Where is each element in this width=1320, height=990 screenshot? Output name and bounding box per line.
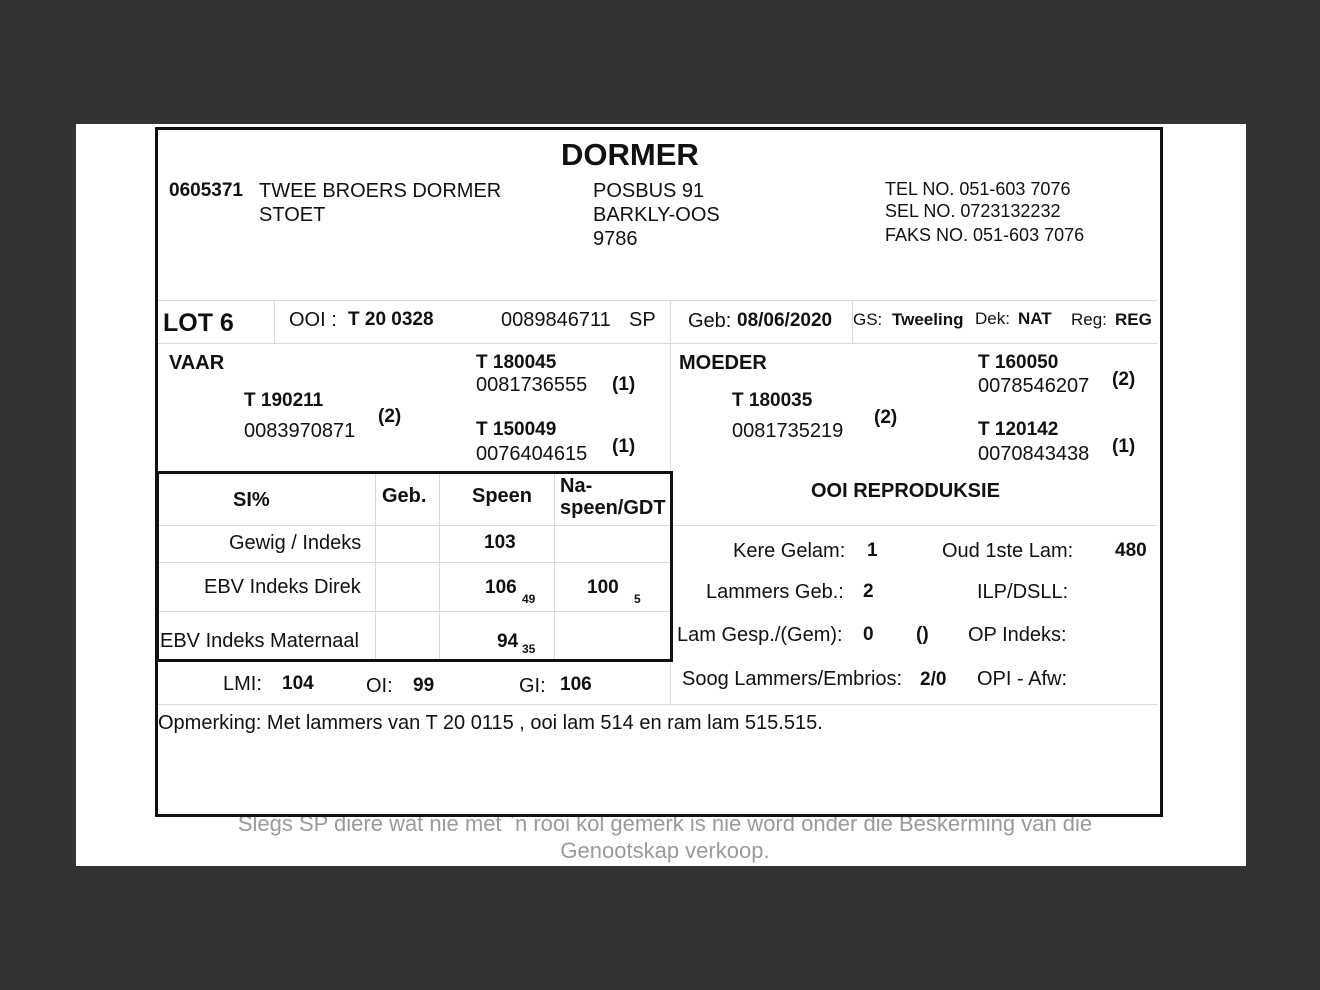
oi-label: OI: <box>366 675 393 697</box>
sire-label: VAAR <box>169 352 225 374</box>
sel-number: SEL NO. 0723132232 <box>885 201 1061 221</box>
notice-line-1: Slegs SP diere wat nie met `n rooi kol gemerk is nie word onder die Beskerming van die <box>237 811 1093 836</box>
remark: Opmerking: Met lammers van T 20 0115 , ooi lam 514 en ram lam 515.515. <box>158 712 823 734</box>
divider-header <box>158 300 1157 301</box>
si-row1-speen: 103 <box>484 532 516 553</box>
lot-number: LOT 6 <box>163 309 234 337</box>
tel-number: TEL NO. 051-603 7076 <box>885 179 1071 199</box>
si-row-divider-3 <box>159 611 670 612</box>
birth-date: 08/06/2020 <box>737 310 833 331</box>
si-row2-speen-count: 49 <box>522 592 536 606</box>
si-row2-speen: 106 <box>485 577 517 598</box>
si-row3-speen: 94 <box>497 631 519 652</box>
sp-marker: SP <box>629 309 656 331</box>
kere-gelam-value: 1 <box>867 540 878 561</box>
stud-name-line-1: TWEE BROERS DORMER <box>259 180 502 202</box>
animal-id: T 20 0328 <box>348 309 434 330</box>
dam-sire-count: (2) <box>1112 369 1136 390</box>
sire-dam-count: (1) <box>612 436 636 457</box>
si-col-divider-3 <box>554 474 555 659</box>
sire-dam-number: 0076404615 <box>476 443 588 465</box>
sire-number: 0083970871 <box>244 420 356 442</box>
stud-name-line-2: STOET <box>259 204 326 226</box>
gi-value: 106 <box>560 674 592 695</box>
address-line-2: BARKLY-OOS <box>593 204 720 226</box>
gi-label: GI: <box>519 675 546 697</box>
dam-dam-id: T 120142 <box>978 419 1059 440</box>
notice-text <box>160 810 1170 864</box>
opi-afw-label: OPI - Afw: <box>977 668 1068 690</box>
op-indeks-label: OP Indeks: <box>968 624 1067 646</box>
si-row2-naspeen-count: 5 <box>634 592 641 606</box>
address-line-1: POSBUS 91 <box>593 180 705 202</box>
sire-sire-count: (1) <box>612 374 636 395</box>
dek-label: Dek: <box>975 309 1010 328</box>
registration-number: 0089846711 <box>501 309 611 331</box>
dam-sire-number: 0078546207 <box>978 375 1090 397</box>
oud-lam-label: Oud 1ste Lam: <box>942 540 1074 562</box>
ilp-dsll-label: ILP/DSLL: <box>977 581 1069 603</box>
dam-dam-number: 0070843438 <box>978 443 1090 465</box>
gs-label: GS: <box>853 310 883 329</box>
breed-title: DORMER <box>561 137 699 172</box>
address-line-3: 9786 <box>593 228 638 250</box>
sire-id: T 190211 <box>244 390 324 411</box>
gs-value: Tweeling <box>892 310 964 329</box>
si-row-divider-1 <box>159 525 670 526</box>
oud-lam-value: 480 <box>1115 540 1147 561</box>
sire-sire-id: T 180045 <box>476 352 557 373</box>
kere-gelam-label: Kere Gelam: <box>733 540 846 562</box>
sire-count: (2) <box>378 406 402 427</box>
lammers-geb-label: Lammers Geb.: <box>706 581 844 603</box>
birth-label: Geb: <box>688 310 732 332</box>
soog-lammers-label: Soog Lammers/Embrios: <box>682 668 903 690</box>
si-header-naspeen-2: speen/GDT <box>560 497 666 519</box>
dam-dam-count: (1) <box>1112 436 1136 457</box>
oi-value: 99 <box>413 675 435 696</box>
divider-lot <box>158 343 1157 344</box>
soog-lammers-value: 2/0 <box>920 669 947 690</box>
faks-number: FAKS NO. 051-603 7076 <box>885 225 1085 245</box>
lam-gesp-gem: () <box>916 624 929 645</box>
reg-value: REG <box>1115 310 1152 329</box>
divider-indices <box>158 704 1157 705</box>
reg-label: Reg: <box>1071 310 1107 329</box>
dam-id: T 180035 <box>732 390 813 411</box>
lam-gesp-label: Lam Gesp./(Gem): <box>677 624 843 646</box>
sire-sire-number: 0081736555 <box>476 374 588 396</box>
si-header-naspeen-1: Na- <box>560 475 593 497</box>
si-col-divider-2 <box>439 474 440 659</box>
breeder-code: 0605371 <box>169 180 243 201</box>
divider-lot-col1 <box>274 300 275 343</box>
lammers-geb-value: 2 <box>863 581 874 602</box>
si-row2-label: EBV Indeks Direk <box>204 576 361 598</box>
sire-dam-id: T 150049 <box>476 419 557 440</box>
dam-count: (2) <box>874 407 898 428</box>
notice-line-2: Genootskap verkoop. <box>560 838 770 863</box>
si-row-divider-2 <box>159 562 670 563</box>
repro-title: OOI REPRODUKSIE <box>811 480 1000 502</box>
dam-sire-id: T 160050 <box>978 352 1059 373</box>
si-row1-label: Gewig / Indeks <box>229 532 362 554</box>
dam-label: MOEDER <box>679 352 767 374</box>
si-header-speen: Speen <box>472 485 533 507</box>
si-col-divider-1 <box>375 474 376 659</box>
divider-repro-title <box>672 525 1157 526</box>
lmi-label: LMI: <box>223 673 262 695</box>
lmi-value: 104 <box>282 673 314 694</box>
si-header-geb: Geb. <box>382 485 427 507</box>
lam-gesp-value: 0 <box>863 624 874 645</box>
si-header-si: SI% <box>233 489 270 511</box>
divider-lot-col2 <box>670 300 671 343</box>
si-row3-label: EBV Indeks Maternaal <box>160 630 359 652</box>
dam-number: 0081735219 <box>732 420 844 442</box>
si-row2-naspeen: 100 <box>587 577 619 598</box>
si-row3-speen-count: 35 <box>522 642 536 656</box>
dek-value: NAT <box>1018 309 1052 328</box>
sex-label: OOI : <box>289 309 337 331</box>
